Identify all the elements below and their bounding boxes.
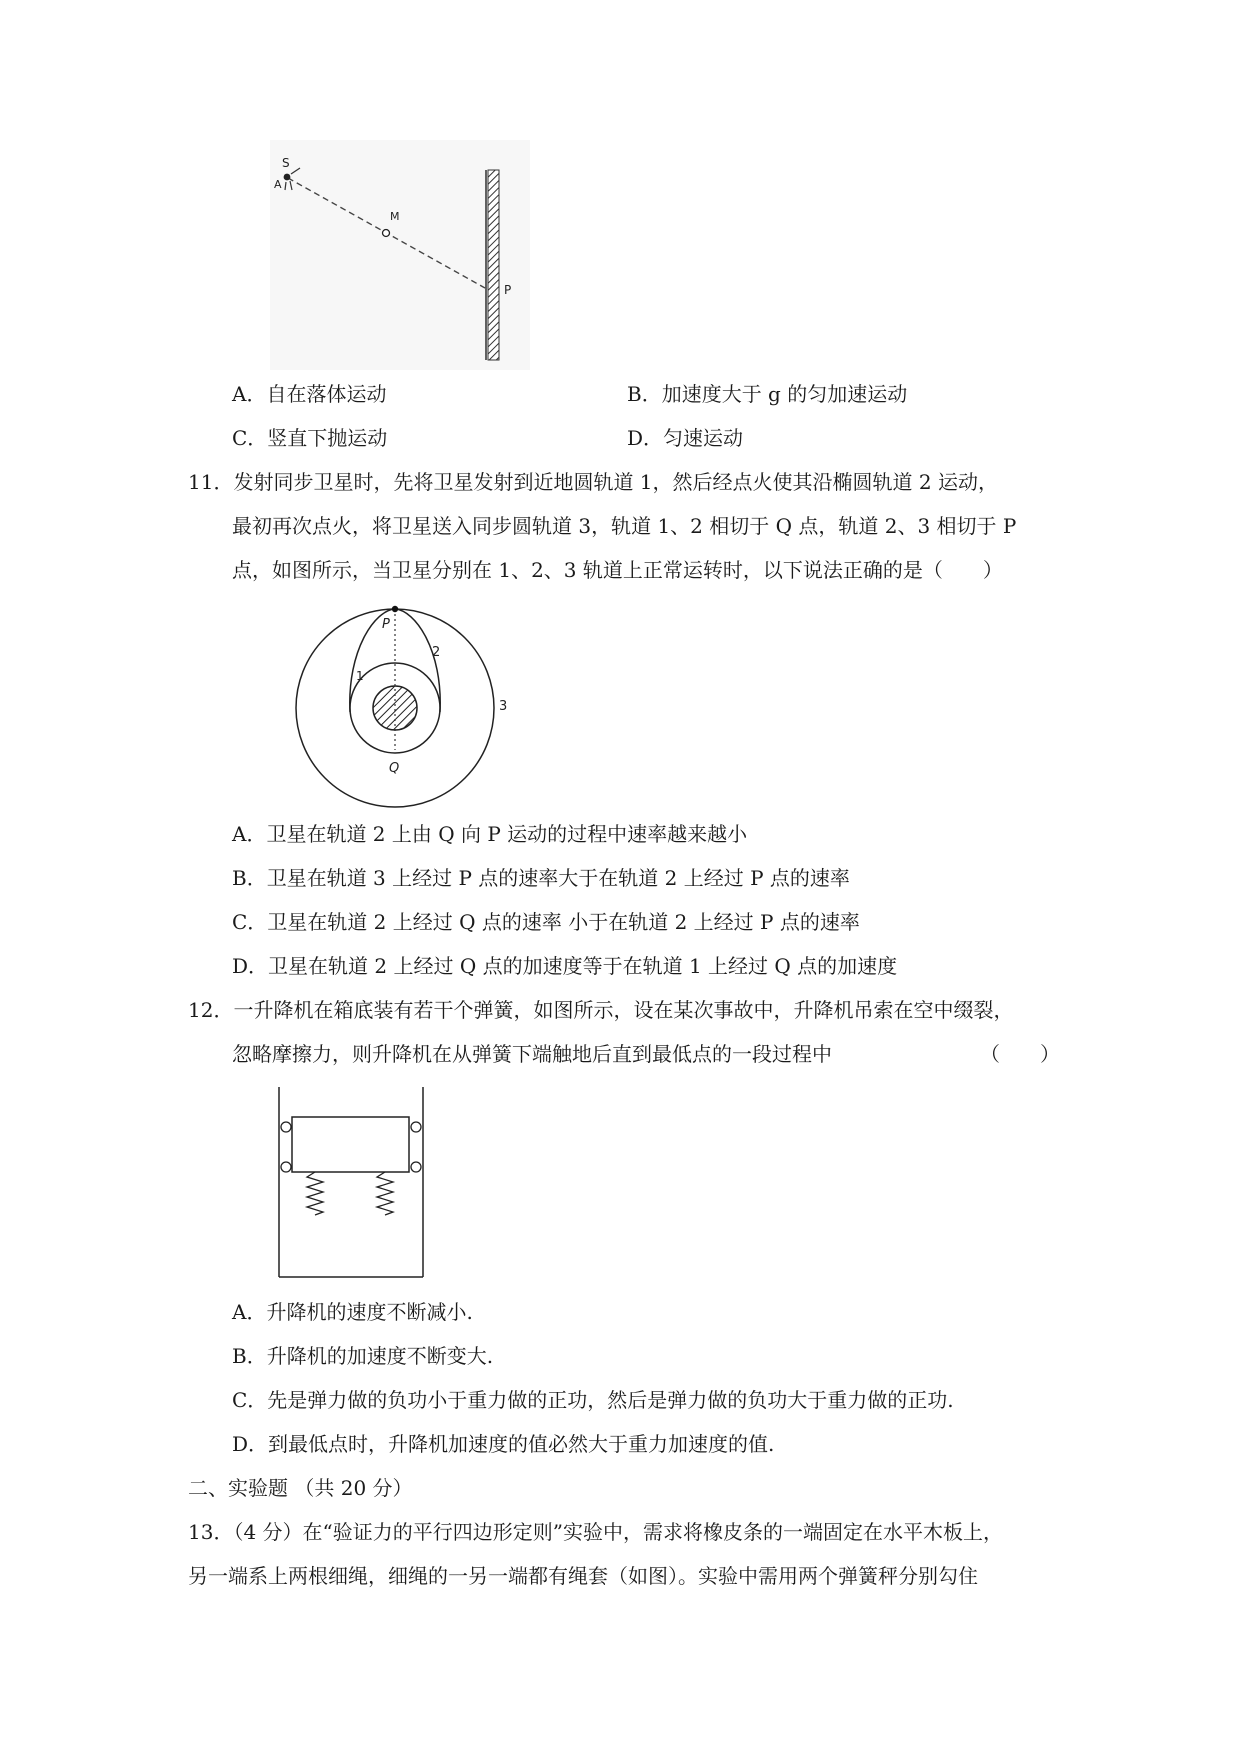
q11-option-a: A．卫星在轨道 2 上由 Q 向 P 运动的过程中速率越来越小 (232, 822, 748, 846)
q13-stem-line-1: 13．（4 分）在“验证力的平行四边形定则”实验中，需求将橡皮条的一端固定在水平木板上， (188, 1520, 1003, 1544)
light-source-dot (284, 174, 291, 181)
ball-m (383, 230, 390, 237)
figure-q10-shadow (270, 140, 530, 370)
figure-q11-orbits (285, 600, 520, 815)
q11-stem-line-2: 最初再次点火，将卫星送入同步圆轨道 3，轨道 1、2 相切于 Q 点，轨道 2、3 相切于 P (232, 514, 1017, 538)
label-orbit-3: 3 (499, 699, 508, 714)
q12-stem-line-2: 忽略摩擦力，则升降机在从弹簧下端触地后直到最低点的一段过程中 (232, 1042, 832, 1066)
elevator-cabin (292, 1117, 409, 1172)
spring-right (377, 1172, 393, 1215)
q10-option-a: A．自在落体运动 (232, 382, 387, 406)
q11-stem-line-1: 11．发射同步卫星时，先将卫星发射到近地圆轨道 1，然后经点火使其沿椭圆轨道 2 运动， (188, 470, 998, 494)
point-p (392, 606, 398, 612)
q12-option-d: D．到最低点时，升降机加速度的值必然大于重力加速度的值. (232, 1432, 775, 1456)
section-2-title: 二、实验题 （共 20 分） (188, 1476, 413, 1500)
q13-stem-line-2: 另一端系上两根细绳，细绳的一另一端都有绳套（如图）。实验中需用两个弹簧秤分别勾住 (188, 1564, 978, 1588)
q11-option-b: B．卫星在轨道 3 上经过 P 点的速率大于在轨道 2 上经过 P 点的速率 (232, 866, 850, 890)
label-m: M (390, 210, 400, 223)
q10-option-d: D．匀速运动 (627, 426, 744, 450)
label-s: S (282, 156, 290, 170)
label-orbit-1: 1 (356, 669, 364, 683)
q11-option-d: D．卫星在轨道 2 上经过 Q 点的加速度等于在轨道 1 上经过 Q 点的加速度 (232, 954, 898, 978)
q10-option-b: B．加速度大于 g 的匀加速运动 (627, 382, 908, 406)
label-p: P (504, 283, 512, 297)
q12-option-a: A．升降机的速度不断减小. (232, 1300, 473, 1324)
earth (373, 686, 417, 730)
label-a: A (274, 178, 282, 191)
label-q: Q (389, 761, 400, 776)
wall (488, 170, 499, 360)
label-orbit-2: 2 (432, 645, 441, 660)
spring-left (307, 1172, 323, 1215)
figure-q12-elevator (275, 1085, 440, 1285)
q11-stem-line-3: 点，如图所示，当卫星分别在 1、2、3 轨道上正常运转时，以下说法正确的是（ ） (232, 558, 1003, 582)
q12-answer-bracket: （ ） (980, 1042, 1060, 1066)
q12-option-c: C．先是弹力做的负功小于重力做的正功，然后是弹力做的负功大于重力做的正功. (232, 1388, 954, 1412)
q12-option-b: B．升降机的加速度不断变大. (232, 1344, 494, 1368)
label-p: P (382, 617, 390, 632)
q10-option-c: C．竖直下抛运动 (232, 426, 388, 450)
q11-option-c: C．卫星在轨道 2 上经过 Q 点的速率 小于在轨道 2 上经过 P 点的速率 (232, 910, 860, 934)
q12-stem-line-1: 12．一升降机在箱底装有若干个弹簧，如图所示，设在某次事故中，升降机吊索在空中缀裂， (188, 998, 1014, 1022)
